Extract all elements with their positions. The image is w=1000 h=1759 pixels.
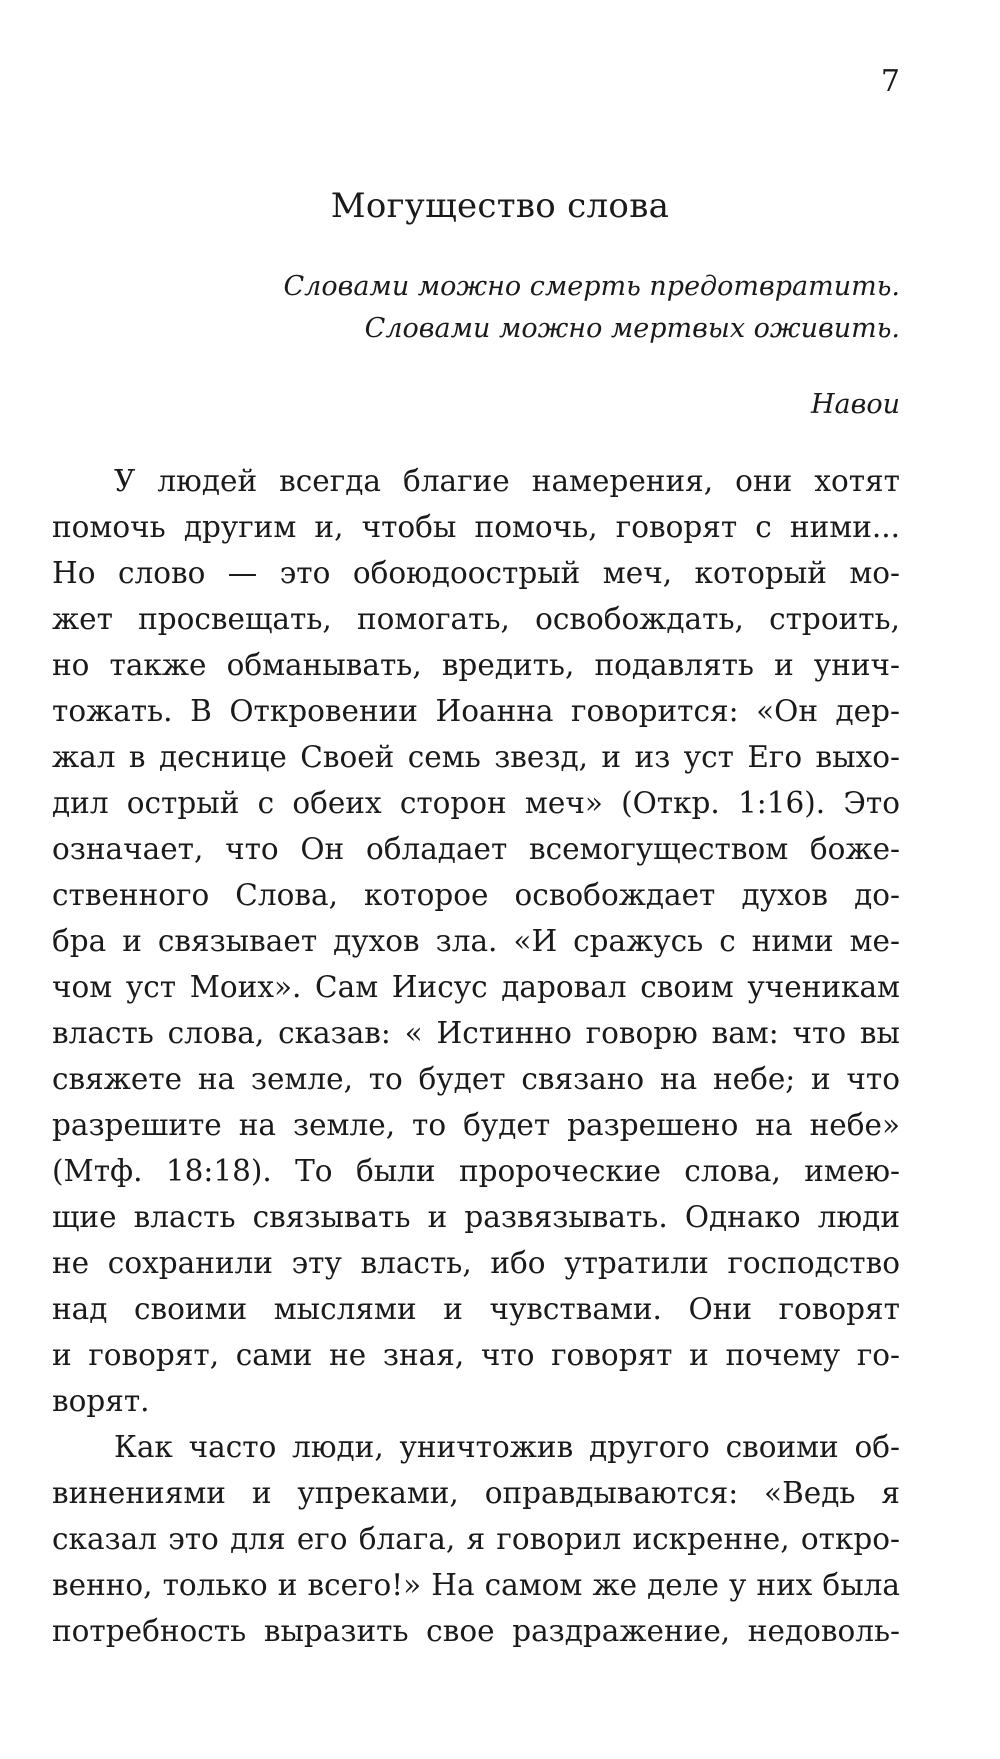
chapter-title: Могущество слова: [330, 186, 670, 226]
epigraph: [200, 266, 900, 350]
text-line: Как часто люди, уничтожив другого своими об-: [114, 1430, 900, 1464]
text-line: Но слово — это обоюдоострый меч, который мо-: [52, 556, 900, 590]
text-line: свяжете на земле, то будет связано на небе; и что: [52, 1062, 900, 1096]
epigraph-line: Словами можно смерть предотвратить.: [283, 271, 900, 302]
text-line: означает, что Он обладает всемогуществом боже-: [52, 832, 900, 866]
text-line: жал в деснице Своей семь звезд, и из уст Его выхо-: [52, 740, 900, 774]
epigraph-author: Навои: [810, 389, 900, 420]
paragraph-2: [52, 1424, 900, 1654]
text-line: У людей всегда благие намерения, они хотят: [114, 464, 900, 498]
text-line: тожать. В Откровении Иоанна говорится: «Он дер-: [52, 694, 900, 728]
text-line: власть слова, сказав: « Истинно говорю вам: что вы: [52, 1016, 900, 1050]
text-line: не сохранили эту власть, ибо утратили господство: [52, 1246, 900, 1280]
text-line: потребность выразить свое раздражение, недоволь-: [52, 1614, 900, 1648]
text-line: щие власть связывать и развязывать. Однако люди: [52, 1200, 900, 1234]
text-line: венно, только и всего!» На самом же деле у них была: [52, 1568, 900, 1602]
paragraph-1: [52, 458, 900, 1424]
text-line: чом уст Моих». Сам Иисус даровал своим ученикам: [52, 970, 900, 1004]
text-line: сказал это для его блага, я говорил искренне, откро-: [52, 1522, 900, 1556]
text-line: разрешите на земле, то будет разрешено на небе»: [52, 1108, 900, 1142]
text-line: дил острый с обеих сторон меч» (Откр. 1:16). Это: [52, 786, 900, 820]
page-number: 7: [880, 64, 900, 99]
text-line: ственного Слова, которое освобождает духов до-: [52, 878, 900, 912]
text-line: над своими мыслями и чувствами. Они говорят: [52, 1292, 900, 1326]
text-line: и говорят, сами не зная, что говорят и почему го-: [52, 1338, 900, 1372]
text-line: винениями и упреками, оправдываются: «Ведь я: [52, 1476, 900, 1510]
epigraph-line: Словами можно мертвых оживить.: [364, 313, 900, 344]
body-text: [52, 458, 900, 1654]
text-line: ворят.: [52, 1384, 150, 1418]
text-line: жет просвещать, помогать, освобождать, строить,: [52, 602, 900, 636]
text-line: но также обманывать, вредить, подавлять и унич-: [52, 648, 900, 682]
text-line: (Мтф. 18:18). То были пророческие слова, имею-: [52, 1154, 900, 1188]
text-line: помочь другим и, чтобы помочь, говорят с ними...: [52, 510, 900, 544]
text-line: бра и связывает духов зла. «И сражусь с ними ме-: [52, 924, 900, 958]
